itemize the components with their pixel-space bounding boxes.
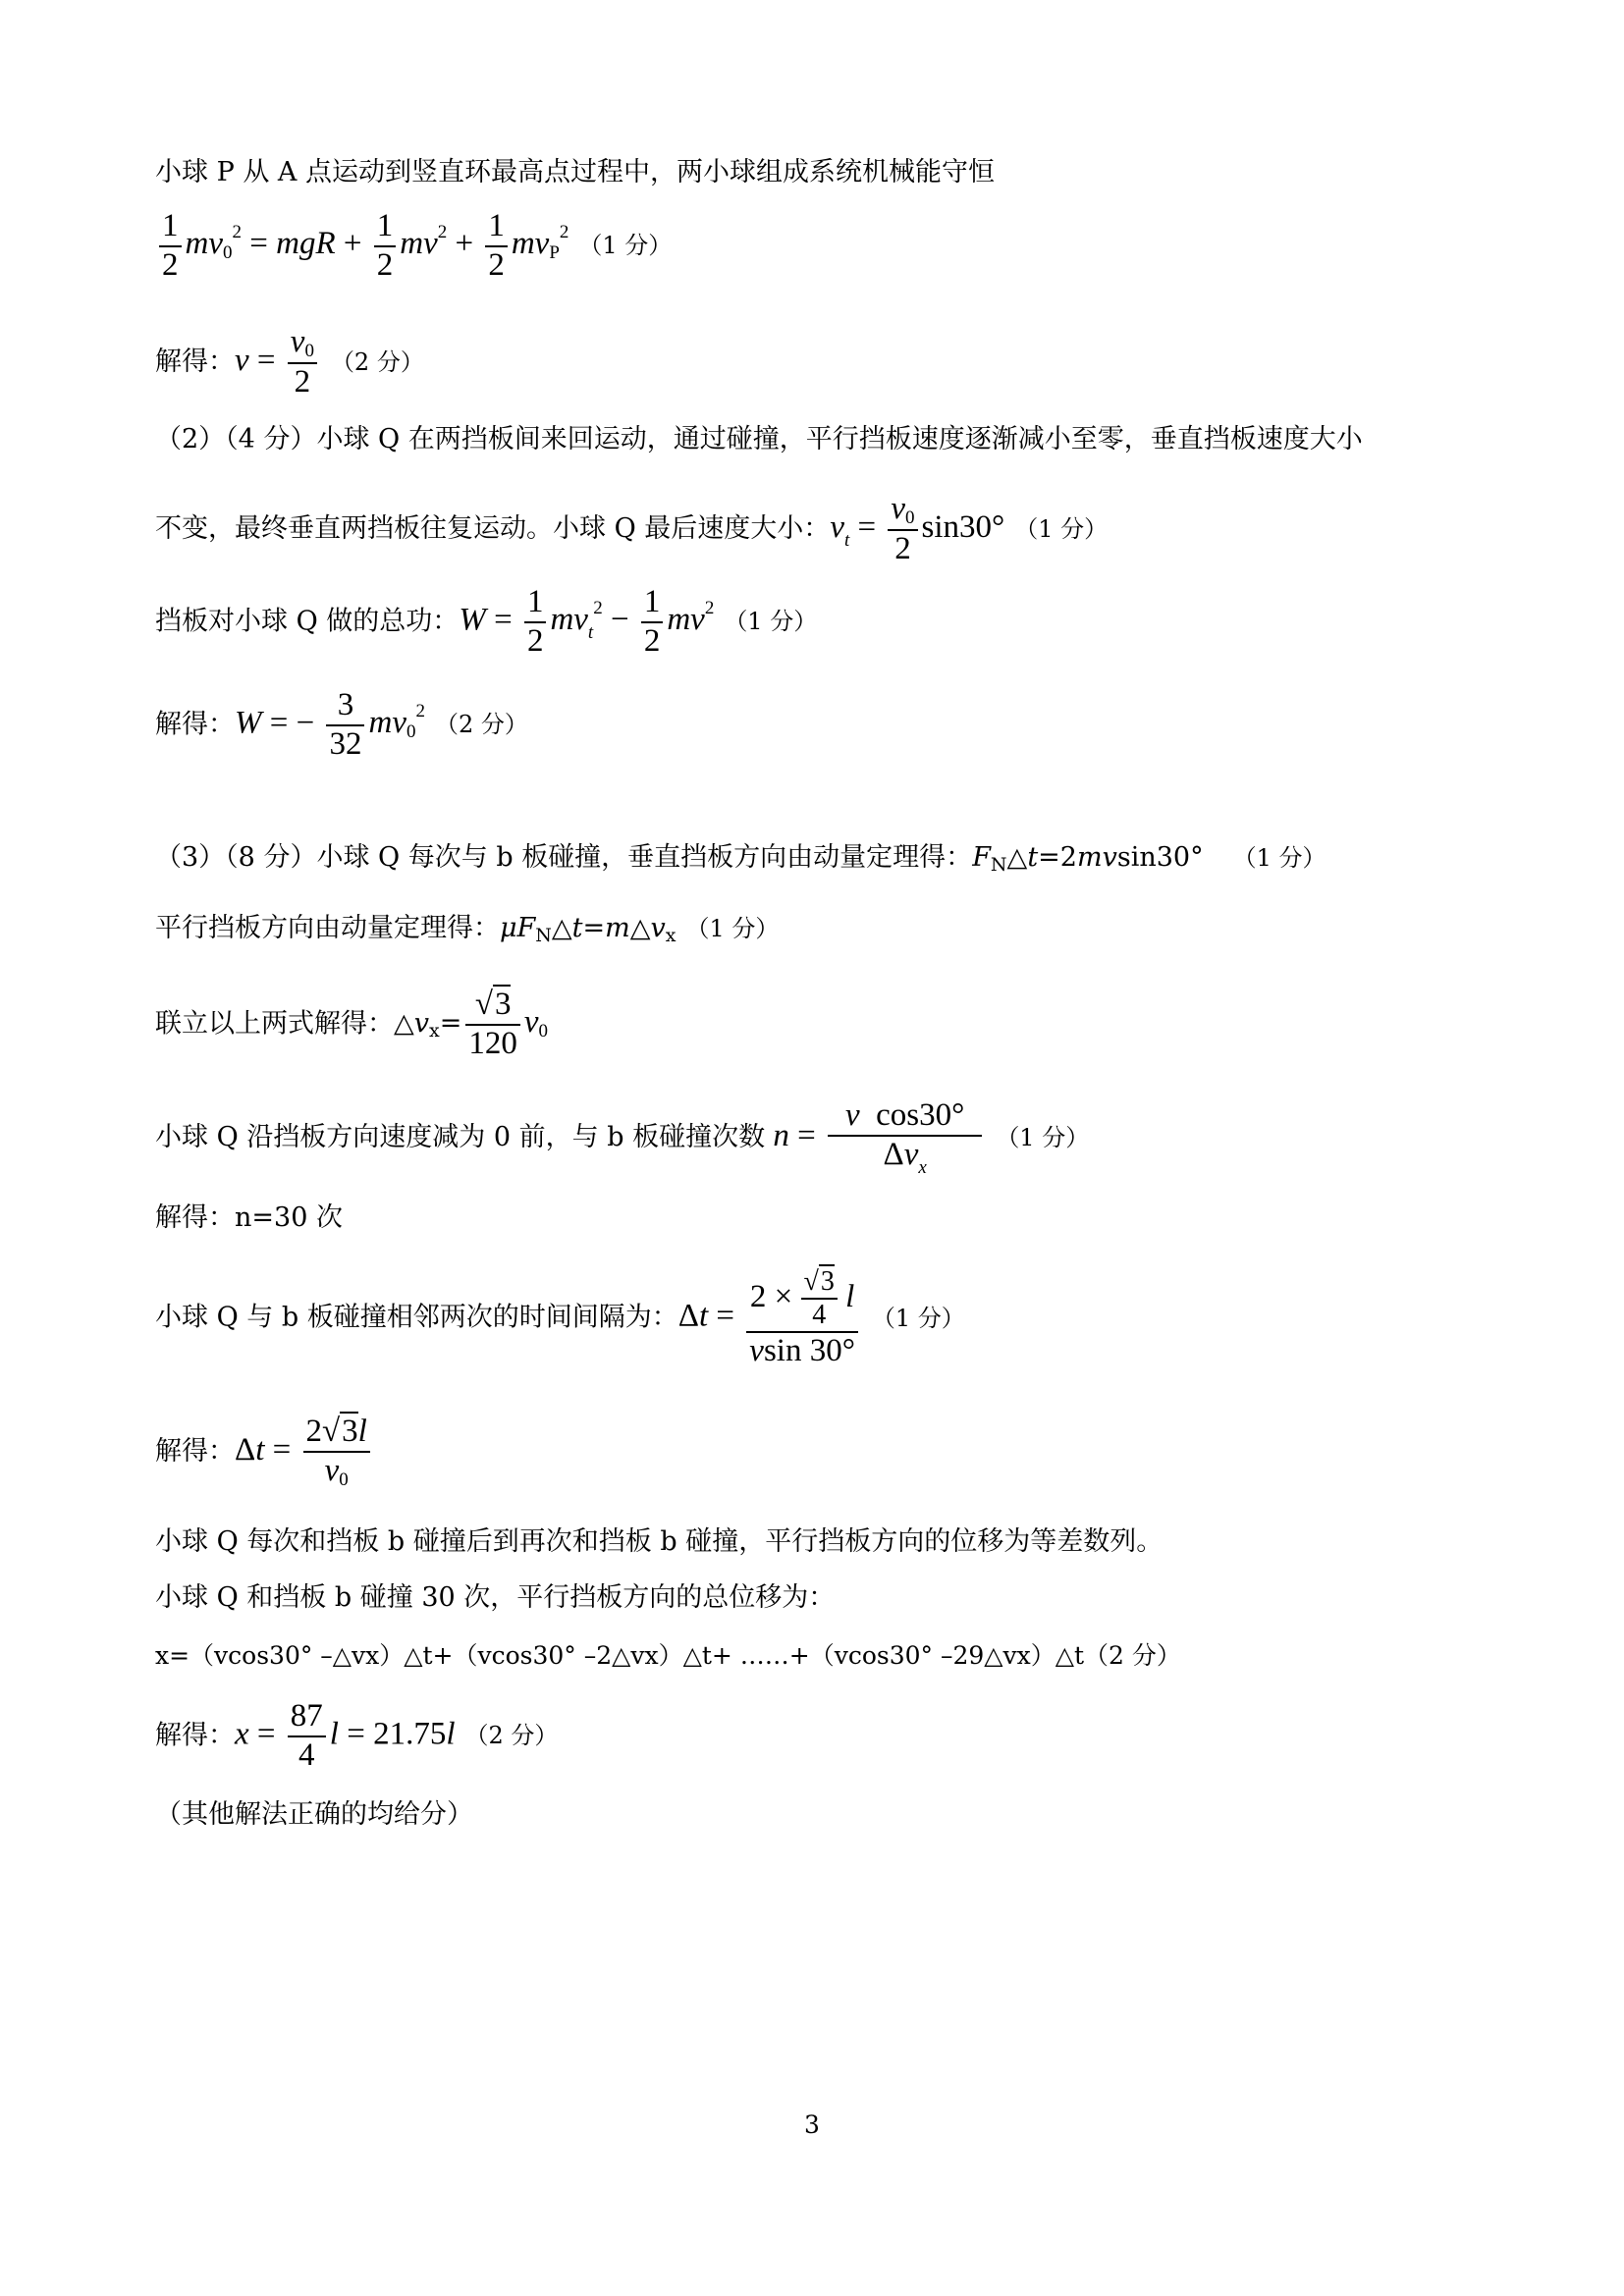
line-energy-conservation: 小球 P 从 A 点运动到竖直环最高点过程中，两小球组成系统机械能守恒: [155, 157, 995, 187]
line-arithmetic-series: 小球 Q 每次和挡板 b 碰撞后到再次和挡板 b 碰撞，平行挡板方向的位移为等差数列。: [155, 1526, 1164, 1557]
equation-time-interval: 小球 Q 与 b 板碰撞相邻两次的时间间隔为：Δt = 2 × $\frac{√3}{4}$ l vsin 30° （1 分）: [155, 1266, 965, 1369]
equation-total-work: 挡板对小球 Q 做的总功：W = $\frac{1}{2}$ $mv_t^2$ − $\frac{1}{2}$ $mv^2$ （1 分）: [155, 584, 818, 659]
equation-displacement-sum: x=（vcos30° –△vx）△t+（vcos30° –2△vx）△t+ ……+（vcos30° –29△vx）△t（2 分）: [155, 1641, 1181, 1670]
page-number: 3: [804, 2110, 820, 2139]
score-label: （1 分）: [578, 232, 673, 260]
part-2-intro: （2）（4 分）小球 Q 在两挡板间来回运动，通过碰撞，平行挡板速度逐渐减小至零，垂直挡板速度大小: [155, 424, 1363, 454]
part-3-parallel: 平行挡板方向由动量定理得：μFN△t=m△vx （1 分）: [155, 913, 780, 946]
equation-energy: $\frac{1}{2}$ $mv0^2$ = mgR + $\frac{1}{2}$ $mv^2$ + $\frac{1}{2}$ mvP$^2$ （1 分）: [155, 208, 672, 285]
solve-n: 解得：n=30 次: [155, 1202, 343, 1233]
other-methods-note: （其他解法正确的均给分）: [155, 1799, 473, 1830]
equation-final-speed: 不变，最终垂直两挡板往复运动。小球 Q 最后速度大小：$v_t$ = $\frac{v0}{2}$ sin30° （1 分）: [155, 491, 1109, 566]
part-3-perpendicular: （3）（8 分）小球 Q 每次与 b 板碰撞，垂直挡板方向由动量定理得：FN△t=2mvsin30° （1 分）: [155, 842, 1326, 876]
equation-collision-count: 小球 Q 沿挡板方向速度减为 0 前，与 b 板碰撞次数 n = $\frac{\text{v cos30°}}{\Delta v_x}$ （1 分）: [155, 1097, 1090, 1178]
equation-solve-w: 解得：W = − $\frac{3}{32}$ $mv0^2$ （2 分）: [155, 687, 528, 762]
equation-delta-vx: 联立以上两式解得：△vx= $\frac{√3}{120}$ v0: [155, 987, 549, 1061]
line-total-displacement: 小球 Q 和挡板 b 碰撞 30 次，平行挡板方向的总位移为：: [155, 1582, 836, 1613]
equation-solve-x: 解得：x = $\frac{87}{4}$ l = 21.75l （2 分）: [155, 1698, 559, 1773]
equation-solve-dt: 解得：Δt = $\frac{2√3l}{v0}$: [155, 1414, 374, 1491]
equation-solve-v: 解得：v = $\frac{v0}{2}$ （2 分）: [155, 324, 424, 400]
